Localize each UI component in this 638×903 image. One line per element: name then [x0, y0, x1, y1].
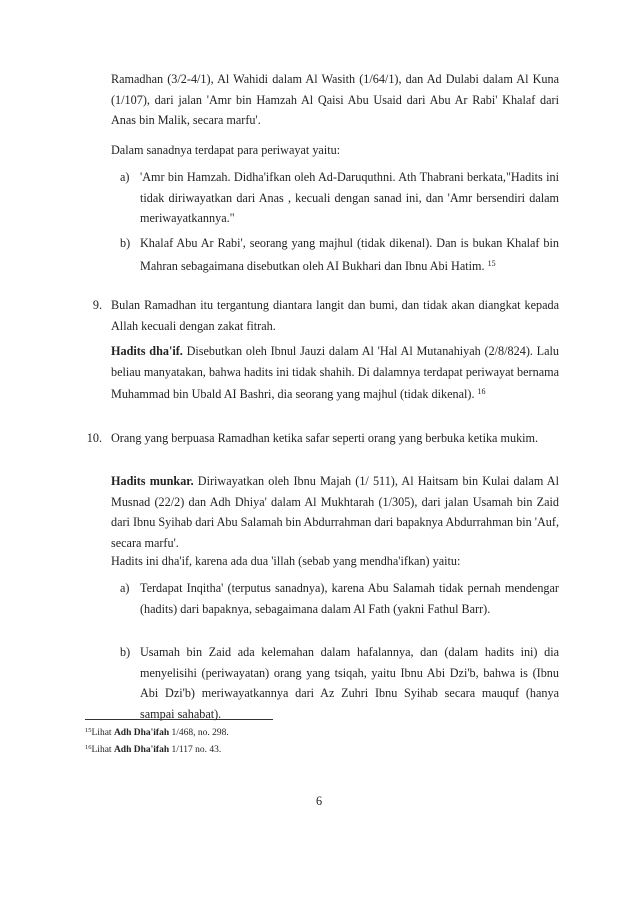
- item-number: 9.: [92, 298, 102, 312]
- list-label: a): [120, 581, 130, 595]
- footnote-prefix: Lihat: [91, 745, 112, 755]
- footnote-reference: 1/117 no. 43.: [171, 745, 222, 755]
- hadith-10-text: Orang yang berpuasa Ramadhan ketika safar seperti orang yang berbuka ketika mukim.: [111, 431, 539, 445]
- footnote-number: 16: [85, 744, 92, 751]
- item-number: 10.: [86, 431, 102, 445]
- hadith-10-explanation: [111, 471, 559, 553]
- cause-inqitha: Terdapat Inqitha' (terputus sanadnya), karena Abu Salamah tidak pernah mendengar (hadits) dari bapaknya, sebagaimana dalam Al Fath (yakni Fathul Barr).: [140, 581, 559, 616]
- footnote-15: [85, 724, 229, 740]
- hadith-9-text: Bulan Ramadhan itu tergantung diantara langit dan bumi, dan tidak akan diangkat kepada Allah kecuali dengan zakat fitrah.: [111, 298, 559, 333]
- narrator-text: Khalaf Abu Ar Rabi', seorang yang majhul (tidak dikenal). Dan is bukan Khalaf bin Mahran sebagaimana disebutkan oleh AI Bukhari dan Ibnu Abi Hatim.: [140, 236, 559, 273]
- cause-usamah: Usamah bin Zaid ada kelemahan dalam hafalannya, dan (dalam hadits ini) dia menyelisihi (periwayatan) orang yang tsiqah, yaitu Ibnu Abi Dzi'b, bahwa is (Ibnu Abi Dzi'b) meriwayatkannya dari Az Zuhri Ibnu Syihab secara mauquf (hanya sampai sahabat).: [140, 645, 559, 721]
- hadith-grade: Hadits dha'if.: [111, 344, 183, 358]
- list-label: b): [120, 236, 131, 250]
- page-number: 6: [315, 794, 323, 808]
- footnote-ref-15[interactable]: 15: [487, 258, 496, 268]
- footnote-prefix: Lihat: [91, 728, 112, 738]
- footnote-ref-16[interactable]: 16: [477, 387, 486, 396]
- explanation-text: Diriwayatkan oleh Ibnu Majah (1/ 511), Al Haitsam bin Kulai dalam Al Musnad (22/2) dan Adh Dhiya' dalam Al Mukhtarah (1/305), dari jalan Usamah bin Zaid dari Ibnu Syihab dari Abu Salamah bin Abdurrahman dari bapaknya Abdurrahman bin 'Auf, secara marfu'.: [111, 474, 559, 550]
- hadith-9-explanation: [111, 341, 559, 405]
- intro-paragraph: Ramadhan (3/2-4/1), Al Wahidi dalam Al Wasith (1/64/1), dan Ad Dulabi dalam Al Kuna (1/107), dari jalan 'Amr bin Hamzah Al Qaisi Abu Usaid dari Abu Ar Rabi' Khalaf dari Anas bin Malik, secara marfu'.: [111, 72, 559, 127]
- narrators-intro: Dalam sanadnya terdapat para periwayat yaitu:: [111, 143, 341, 157]
- footnote-separator: [85, 719, 273, 720]
- footnote-title: Adh Dha'ifah: [113, 728, 170, 738]
- footnote-number: 15: [85, 727, 92, 734]
- explanation-text: Disebutkan oleh Ibnul Jauzi dalam Al 'Hal Al Mutanahiyah (2/8/824). Lalu beliau manyatakan, bahwa hadits ini tidak shahih. Di dalamnya terdapat periwayat bernama Muhammad bin Ubald AI Bashri, dia seorang yang majhul (tidak dikenal).: [111, 344, 560, 401]
- footnote-reference: 1/468, no. 298.: [171, 728, 229, 738]
- list-label: b): [120, 645, 131, 659]
- hadith-grade: Hadits munkar.: [111, 474, 194, 488]
- list-label: a): [120, 170, 130, 184]
- footnote-16: [85, 741, 221, 757]
- footnote-title: Adh Dha'ifah: [113, 745, 170, 755]
- narrator-amr-bin-hamzah: 'Amr bin Hamzah. Didha'ifkan oleh Ad-Daruquthni. Ath Thabrani berkata,"Hadits ini tidak diriwayatkan dari Anas , kecuali dengan sanad ini, dan 'Amr bersendiri dalam meriwayatkannya.": [140, 170, 559, 225]
- narrator-khalaf: [140, 233, 559, 276]
- causes-intro: Hadits ini dha'if, karena ada dua 'illah (sebab yang mendha'ifkan) yaitu:: [111, 554, 461, 568]
